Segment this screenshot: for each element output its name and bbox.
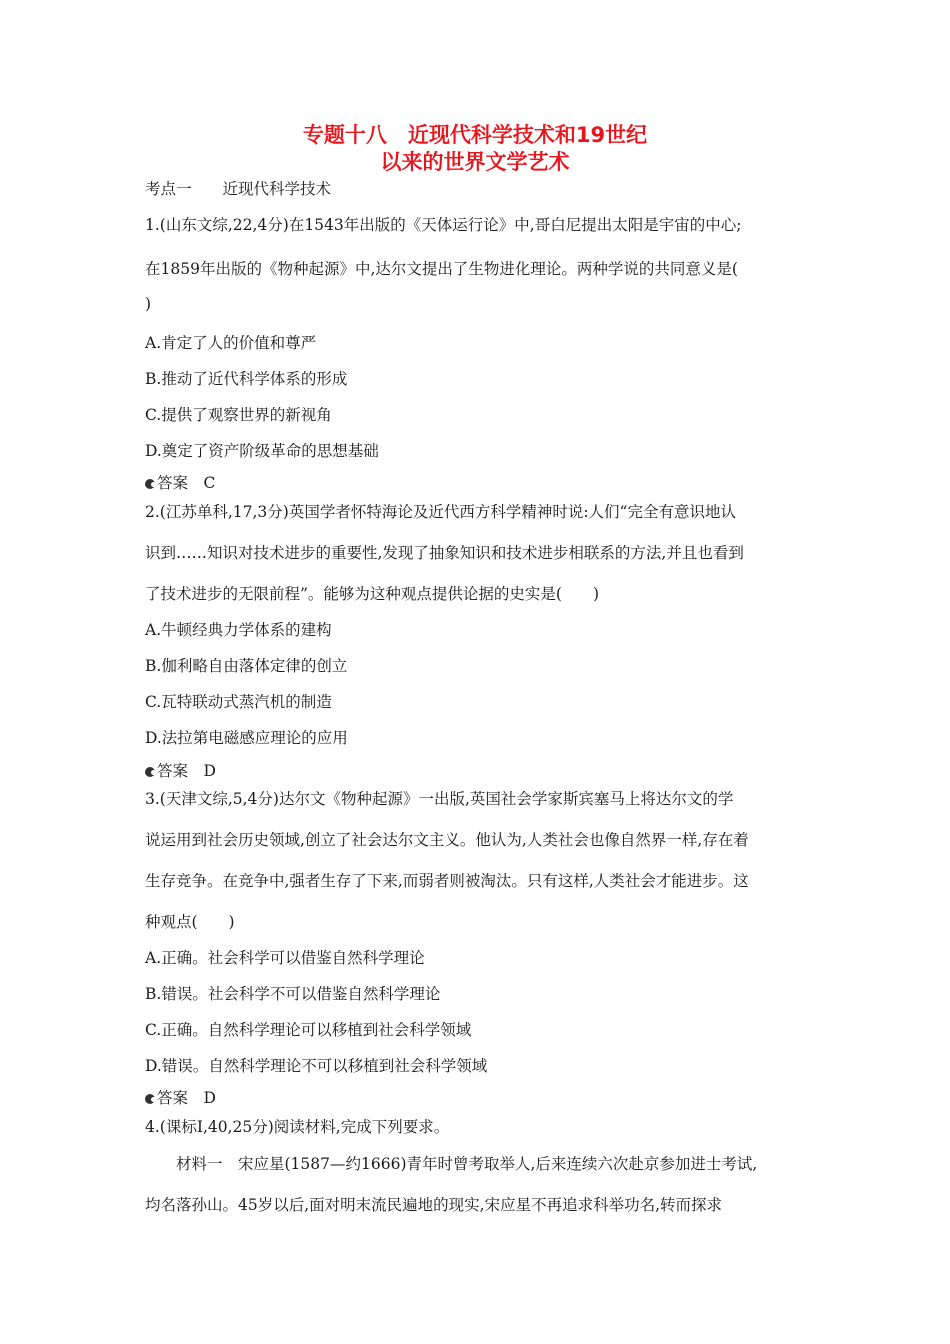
q3-stem-line2: 说运用到社会历史领域,创立了社会达尔文主义。他认为,人类社会也像自然界一样,存在着 bbox=[145, 831, 749, 849]
q2-answer bbox=[145, 759, 216, 781]
answer-icon bbox=[145, 767, 155, 777]
q1-stem-line3: ) bbox=[145, 295, 152, 313]
q2-stem-line1: 2.(江苏单科,17,3分)英国学者怀特海论及近代西方科学精神时说:人们“完全有意识地认 bbox=[145, 503, 736, 521]
q3-option-a: A.正确。社会科学可以借鉴自然科学理论 bbox=[145, 949, 425, 967]
q3-option-c: C.正确。自然科学理论可以移植到社会科学领域 bbox=[145, 1021, 472, 1039]
q2-option-b: B.伽利略自由落体定律的创立 bbox=[145, 657, 348, 675]
answer-icon bbox=[145, 1094, 155, 1104]
q1-option-a: A.肯定了人的价值和尊严 bbox=[145, 334, 317, 352]
q1-stem-line2: 在1859年出版的《物种起源》中,达尔文提出了生物进化理论。两种学说的共同意义是( bbox=[145, 260, 738, 278]
q1-option-c: C.提供了观察世界的新视角 bbox=[145, 406, 332, 424]
q2-option-d: D.法拉第电磁感应理论的应用 bbox=[145, 729, 348, 747]
q4-stem-line1: 4.(课标Ⅰ,40,25分)阅读材料,完成下列要求。 bbox=[145, 1118, 450, 1136]
q2-option-c: C.瓦特联动式蒸汽机的制造 bbox=[145, 693, 332, 711]
q4-material-line2: 均名落孙山。45岁以后,面对明末流民遍地的现实,宋应星不再追求科举功名,转而探求 bbox=[145, 1196, 723, 1214]
q3-stem-line4: 种观点( ) bbox=[145, 913, 235, 931]
q1-option-d: D.奠定了资产阶级革命的思想基础 bbox=[145, 442, 379, 460]
q3-option-b: B.错误。社会科学不可以借鉴自然科学理论 bbox=[145, 985, 441, 1003]
q2-answer-text: 答案 D bbox=[157, 762, 216, 780]
q2-stem-line3: 了技术进步的无限前程”。能够为这种观点提供论据的史实是( ) bbox=[145, 585, 600, 603]
q3-stem-line1: 3.(天津文综,5,4分)达尔文《物种起源》一出版,英国社会学家斯宾塞马上将达尔文的学 bbox=[145, 790, 734, 808]
q1-stem-line1: 1.(山东文综,22,4分)在1543年出版的《天体运行论》中,哥白尼提出太阳是宇宙的中心; bbox=[145, 216, 742, 234]
q1-answer-text: 答案 C bbox=[157, 474, 216, 492]
q4-material-line1: 材料一 宋应星(1587—约1666)青年时曾考取举人,后来连续六次赴京参加进士考试, bbox=[176, 1155, 758, 1173]
q3-answer-text: 答案 D bbox=[157, 1089, 216, 1107]
page-title-line2: 以来的世界文学艺术 bbox=[380, 150, 570, 174]
q1-answer bbox=[145, 471, 215, 493]
q2-option-a: A.牛顿经典力学体系的建构 bbox=[145, 621, 332, 639]
q2-stem-line2: 识到……知识对技术进步的重要性,发现了抽象知识和技术进步相联系的方法,并且也看到 bbox=[145, 544, 744, 562]
q3-answer bbox=[145, 1086, 216, 1108]
section-heading: 考点一 近现代科学技术 bbox=[145, 180, 332, 198]
q1-option-b: B.推动了近代科学体系的形成 bbox=[145, 370, 348, 388]
q3-stem-line3: 生存竞争。在竞争中,强者生存了下来,而弱者则被淘汰。只有这样,人类社会才能进步。这 bbox=[145, 872, 749, 890]
q3-option-d: D.错误。自然科学理论不可以移植到社会科学领域 bbox=[145, 1057, 488, 1075]
answer-icon bbox=[145, 479, 155, 489]
page-title-line1: 专题十八 近现代科学技术和19世纪 bbox=[302, 123, 648, 147]
